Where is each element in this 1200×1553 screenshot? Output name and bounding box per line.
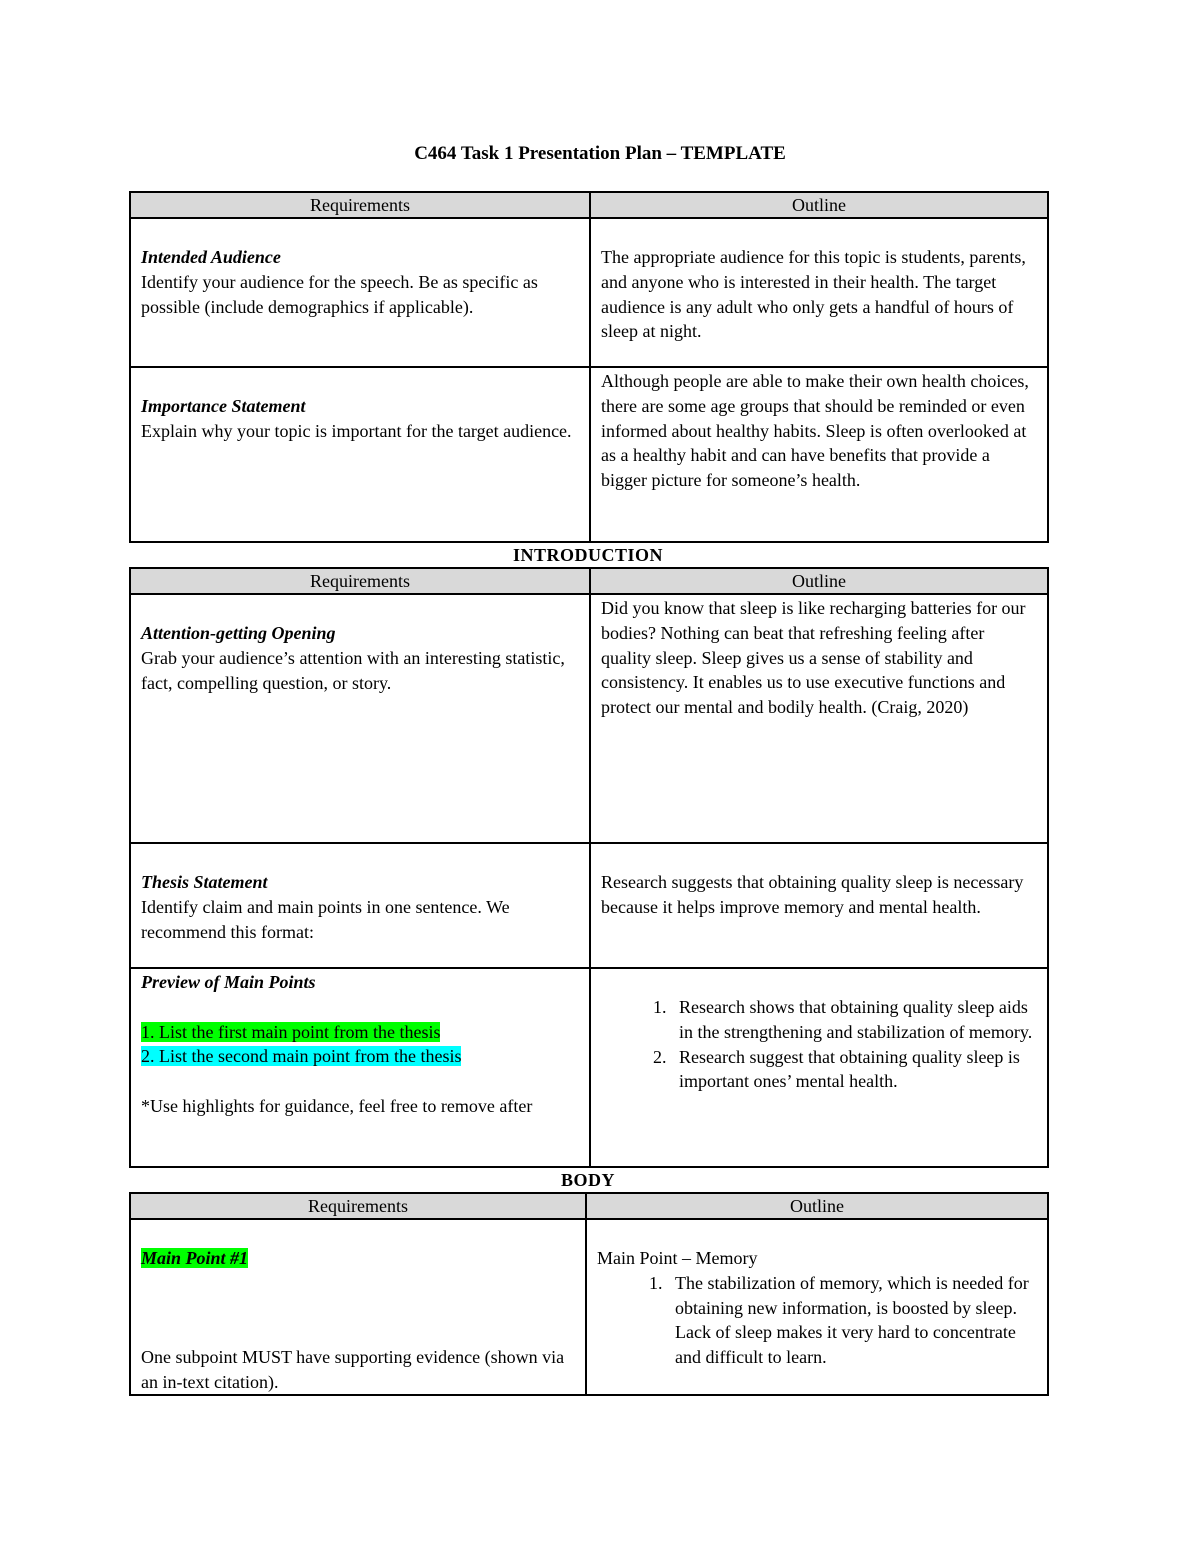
table-header-row (130, 568, 1048, 594)
highlighted-point-2: 2. List the second main point from the thesis (141, 1046, 462, 1067)
requirement-cell (130, 843, 590, 968)
requirement-title: Main Point #1 (141, 1248, 249, 1268)
requirement-cell (130, 367, 590, 542)
requirements-header: Requirements (130, 1193, 586, 1219)
guidance-note: *Use highlights for guidance, feel free to remove after (141, 1095, 533, 1116)
outline-header: Outline (590, 568, 1048, 594)
list-item: 2. Research suggest that obtaining quality sleep is important ones’ mental health. (671, 1045, 1037, 1095)
body-table (129, 1192, 1049, 1396)
highlighted-point-1: 1. List the first main point from the thesis (141, 1021, 441, 1042)
requirement-title: Thesis Statement (141, 872, 268, 892)
table-row (130, 968, 1048, 1167)
outline-heading: Main Point – Memory (597, 1248, 758, 1268)
requirement-text: Grab your audience’s attention with an interesting statistic, fact, compelling question, or story. (141, 647, 565, 693)
requirement-title: Intended Audience (141, 247, 281, 267)
requirement-title: Attention-getting Opening (141, 623, 336, 643)
table-row (130, 594, 1048, 843)
requirement-cell (130, 1219, 586, 1395)
introduction-label: INTRODUCTION (512, 545, 664, 565)
requirement-cell (130, 594, 590, 843)
outline-header: Outline (586, 1193, 1048, 1219)
outline-list (597, 1271, 1037, 1370)
document-title: C464 Task 1 Presentation Plan – TEMPLATE (414, 143, 786, 164)
spacer (141, 1271, 575, 1345)
outline-cell: Did you know that sleep is like recharging batteries for our bodies? Nothing can beat that refreshing feeling after quality sleep. Sleep gives us a sense of stability and consistency. It enables us to use executive functions and protect our mental and bodily health. (Craig, 2020) (590, 594, 1048, 843)
requirements-header: Requirements (130, 192, 590, 218)
table-row (130, 218, 1048, 367)
requirement-text: Identify your audience for the speech. Be as specific as possible (include demographics if applicable). (141, 271, 538, 317)
table-header-row (130, 1193, 1048, 1219)
table-header-row (130, 192, 1048, 218)
list-item: 1. Research shows that obtaining quality sleep aids in the strengthening and stabilization of memory. (671, 995, 1037, 1045)
outline-list (601, 995, 1037, 1094)
outline-cell (586, 1219, 1048, 1395)
table-row (130, 367, 1048, 542)
requirement-cell (130, 218, 590, 367)
spacer (141, 1069, 579, 1094)
requirements-header: Requirements (130, 568, 590, 594)
outline-cell: Research suggests that obtaining quality sleep is necessary because it helps improve memory and mental health. (590, 843, 1048, 968)
audience-table (129, 191, 1049, 543)
spacer (141, 995, 579, 1020)
body-label: BODY (560, 1170, 615, 1190)
requirement-text: One subpoint MUST have supporting evidence (shown via an in-text citation). (141, 1346, 565, 1392)
outline-cell: Although people are able to make their own health choices, there are some age groups that should be reminded or even informed about healthy habits. Sleep is often overlooked at as a healthy habit and can have benefits that provide a bigger picture for someone’s health. (590, 367, 1048, 542)
introduction-table (129, 567, 1049, 1168)
list-item: 1. The stabilization of memory, which is needed for obtaining new information, is boosted by sleep. Lack of sleep makes it very hard to concentrate and difficult to learn. (667, 1271, 1037, 1370)
outline-header: Outline (590, 192, 1048, 218)
requirement-title: Importance Statement (141, 396, 306, 416)
outline-cell: The appropriate audience for this topic is students, parents, and anyone who is interested in their health. The target audience is any adult who only gets a handful of hours of sleep at night. (590, 218, 1048, 367)
requirement-text: Explain why your topic is important for the target audience. (141, 420, 572, 441)
requirement-cell (130, 968, 590, 1167)
requirement-text: Identify claim and main points in one sentence. We recommend this format: (141, 896, 510, 942)
table-row (130, 1219, 1048, 1395)
requirement-title: Preview of Main Points (141, 972, 316, 992)
outline-cell (590, 968, 1048, 1167)
table-row (130, 843, 1048, 968)
